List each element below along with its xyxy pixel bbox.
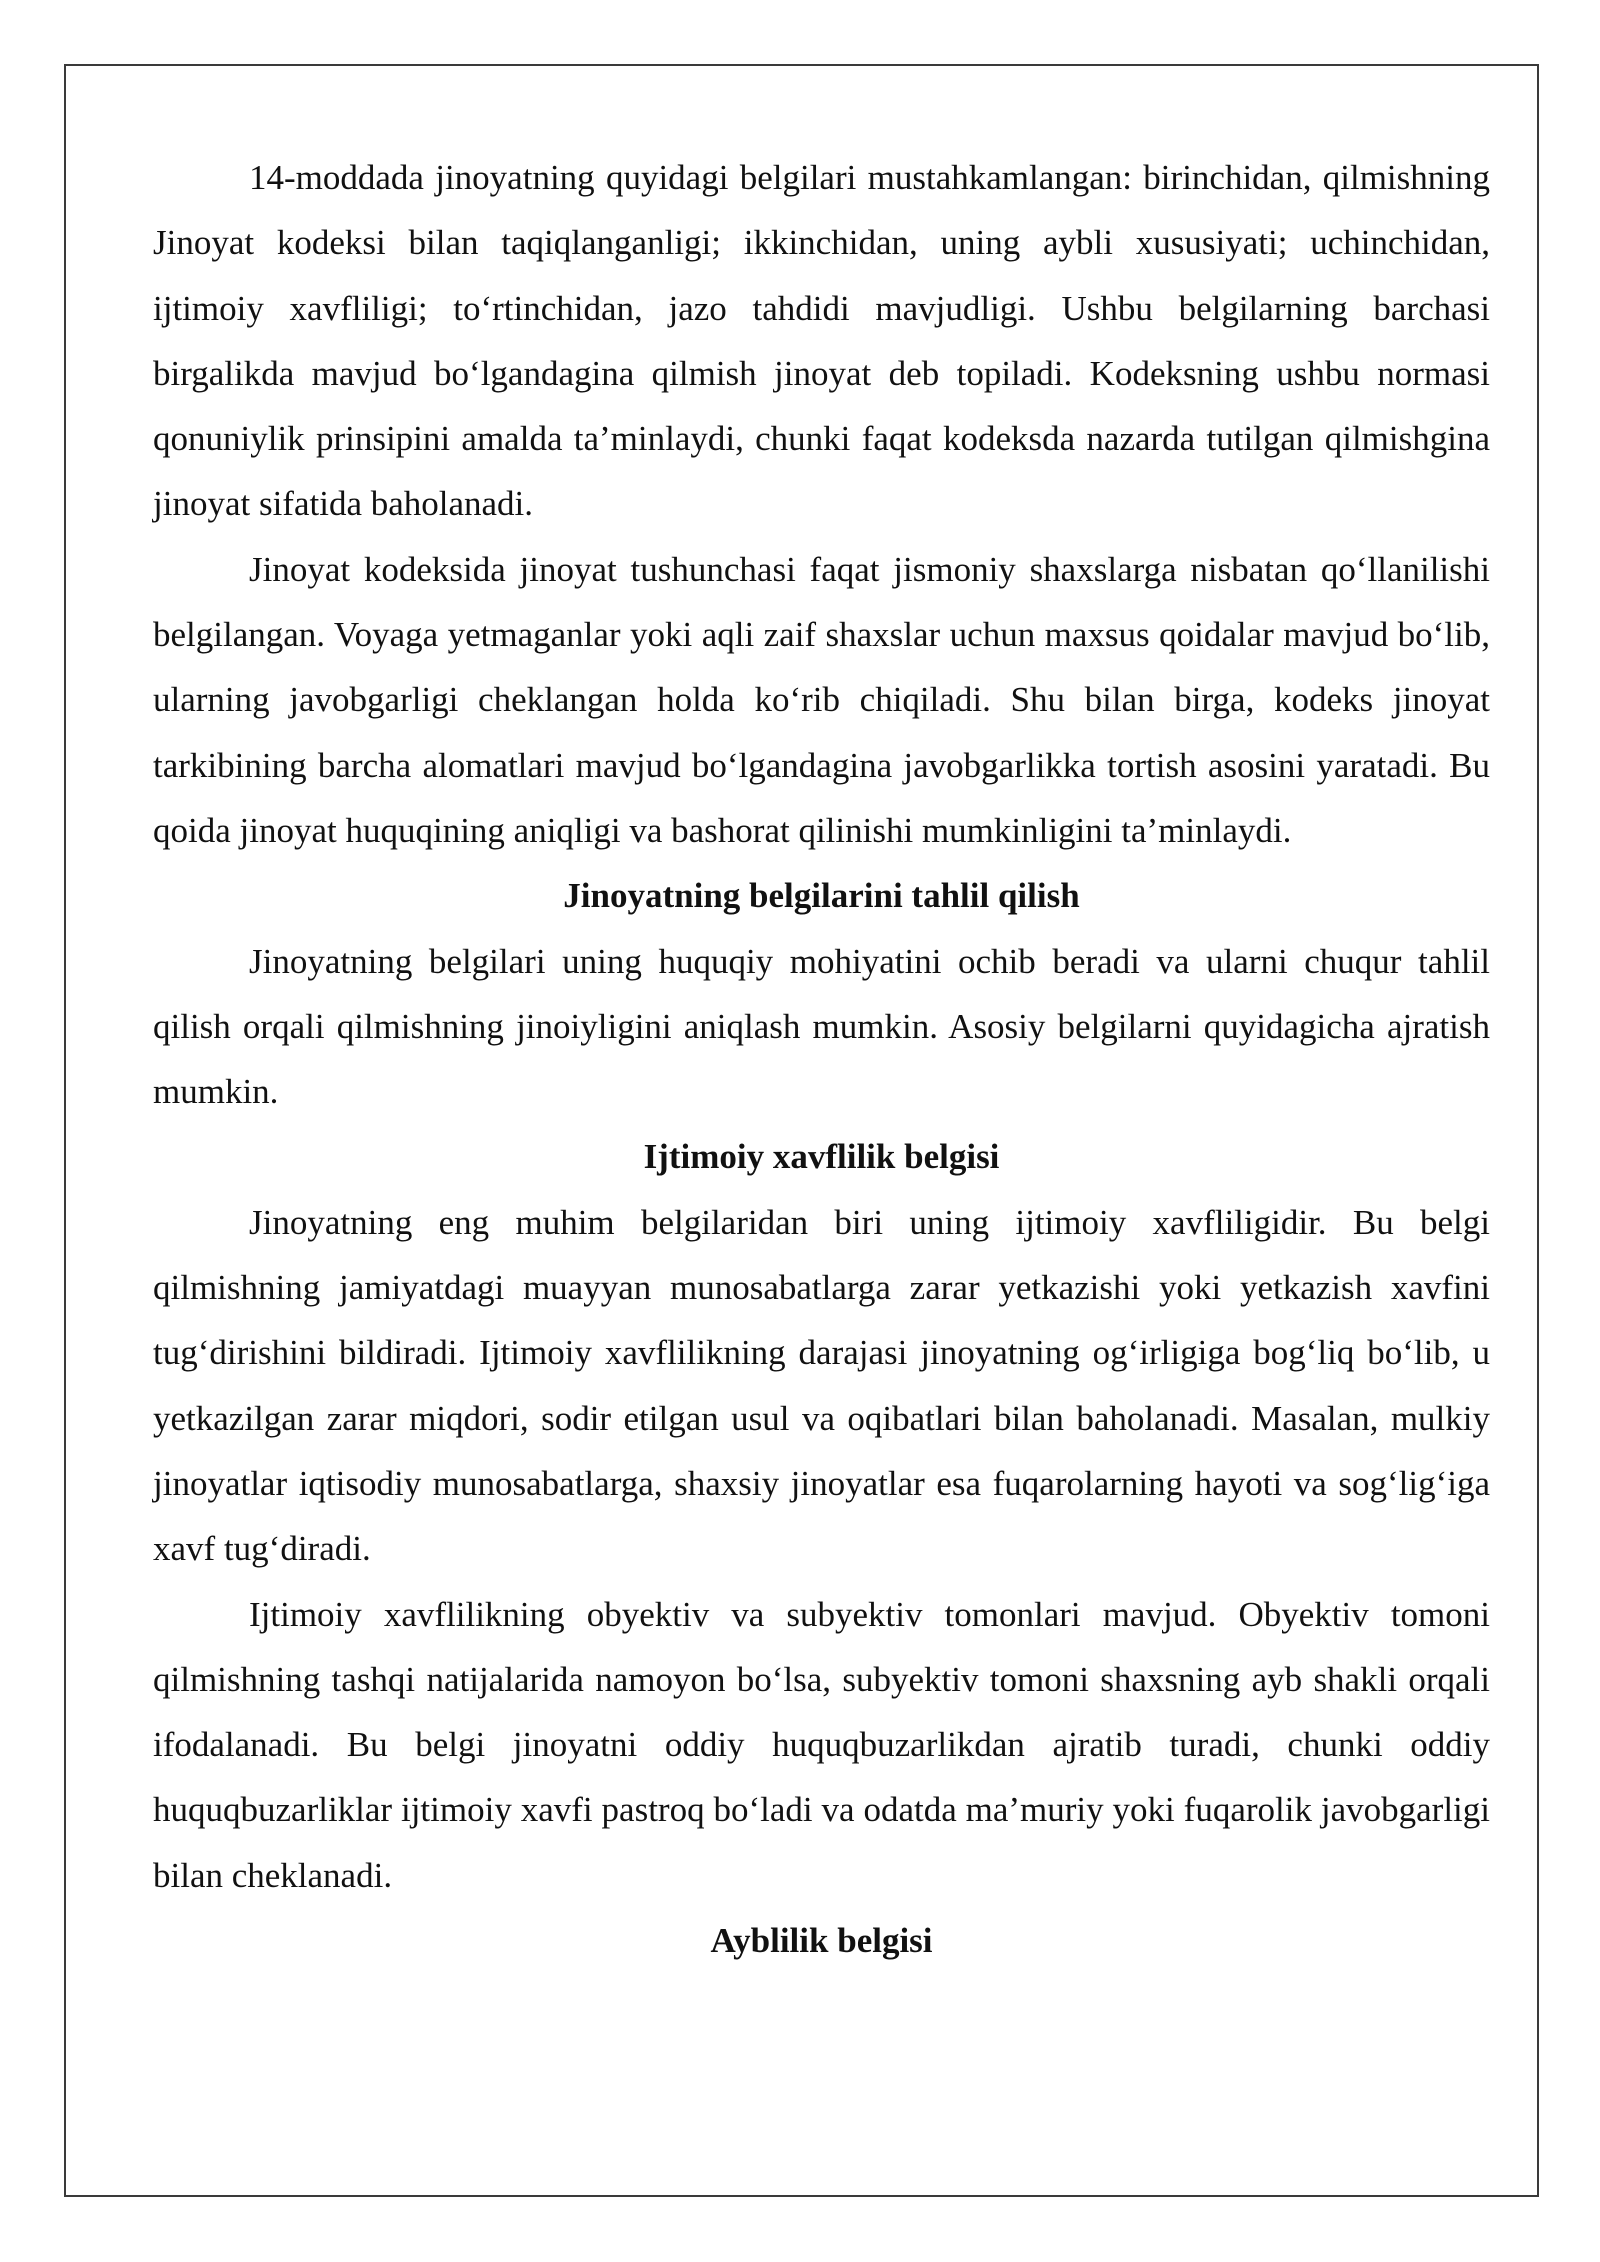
heading-social-danger: Ijtimoiy xavflilik belgisi [643, 1137, 1000, 1177]
document-body [153, 145, 1490, 1973]
paragraph-social-danger: Jinoyatning eng muhim belgilaridan biri uning ijtimoiy xavfliligidir. Bu belgi qilmishning jamiyatdagi muayyan munosabatlarga zarar yetkazishi yoki yetkazish xavfini tug‘dirishini bildiradi. Ijtimoiy xavflilikning darajasi jinoyatning og‘irligiga bog‘liq bo‘lib, u yetkazilgan zarar miqdori, sodir etilgan usul va oqibatlari bilan baholanadi. Masalan, mulkiy jinoyatlar iqtisodiy munosabatlarga, shaxsiy jinoyatlar esa fuqarolarning hayoti va sog‘lig‘iga xavf tug‘diradi. [153, 1202, 1490, 1569]
heading-guilt: Ayblilik belgisi [710, 1921, 933, 1961]
paragraph-natural-persons: Jinoyat kodeksida jinoyat tushunchasi faqat jismoniy shaxslarga nisbatan qo‘llanilishi belgilangan. Voyaga yetmaganlar yoki aqli zaif shaxslar uchun maxsus qoidalar mavjud bo‘lib, ularning javobgarligi cheklangan holda ko‘rib chiqiladi. Shu bilan birga, kodeks jinoyat tarkibining barcha alomatlari mavjud bo‘lgandagina javobgarlikka tortish asosini yaratadi. Bu qoida jinoyat huquqining aniqligi va bashorat qilinishi mumkinligini ta’minlaydi. [153, 549, 1490, 850]
paragraph-article-14: 14-moddada jinoyatning quyidagi belgilari mustahkamlangan: birinchidan, qilmishning Jinoyat kodeksi bilan taqiqlanganligi; ikkinchidan, uning aybli xususiyati; uchinchidan, ijtimoiy xavfliligi; to‘rtinchidan, jazo tahdidi mavjudligi. Ushbu belgilarning barchasi birgalikda mavjud bo‘lgandagina qilmish jinoyat deb topiladi. Kodeksning ushbu normasi qonuniylik prinsipini amalda ta’minlaydi, chunki faqat kodeksda nazarda tutilgan qilmishgina jinoyat sifatida baholanadi. [153, 158, 1490, 524]
paragraph-objective-subjective: Ijtimoiy xavflilikning obyektiv va subyektiv tomonlari mavjud. Obyektiv tomoni qilmishning tashqi natijalarida namoyon bo‘lsa, subyektiv tomoni shaxsning ayb shakli orqali ifodalanadi. Bu belgi jinoyatni oddiy huquqbuzarlikdan ajratib turadi, chunki oddiy huquqbuzarliklar ijtimoiy xavfi pastroq bo‘ladi va odatda ma’muriy yoki fuqarolik javobgarligi bilan cheklanadi. [153, 1594, 1490, 1895]
heading-analysis-of-signs: Jinoyatning belgilarini tahlil qilish [563, 876, 1080, 916]
paragraph-signs-intro: Jinoyatning belgilari uning huquqiy mohiyatini ochib beradi va ularni chuqur tahlil qilish orqali qilmishning jinoiyligini aniqlash mumkin. Asosiy belgilarni quyidagicha ajratish mumkin. [153, 941, 1490, 1112]
